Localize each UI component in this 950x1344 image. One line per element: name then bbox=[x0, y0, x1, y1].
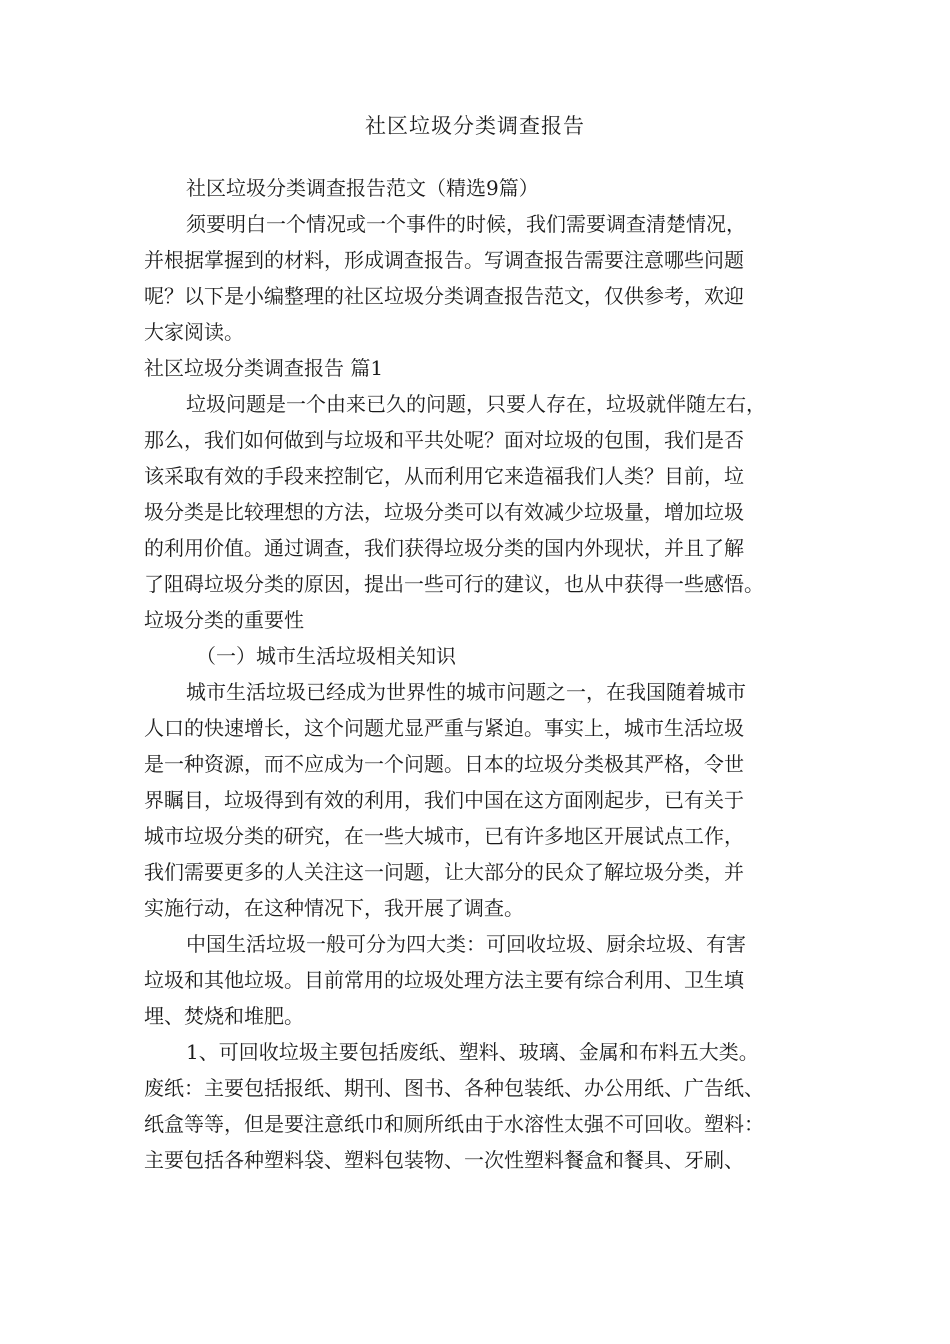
text-line: 垃圾问题是一个由来已久的问题，只要人存在，垃圾就伴随左右， bbox=[186, 392, 766, 416]
text-line: （一）城市生活垃圾相关知识 bbox=[196, 644, 456, 668]
text-line: 大家阅读。 bbox=[144, 320, 244, 344]
text-line: 并根据掌握到的材料，形成调查报告。写调查报告需要注意哪些问题 bbox=[144, 248, 744, 272]
text-line: 我们需要更多的人关注这一问题，让大部分的民众了解垃圾分类，并 bbox=[144, 860, 744, 884]
text-line: 垃圾和其他垃圾。目前常用的垃圾处理方法主要有综合利用、卫生填 bbox=[144, 968, 744, 992]
text-line: 主要包括各种塑料袋、塑料包装物、一次性塑料餐盒和餐具、牙刷、 bbox=[144, 1148, 744, 1172]
text-line: 呢？以下是小编整理的社区垃圾分类调查报告范文，仅供参考，欢迎 bbox=[144, 284, 744, 308]
text-line: 界瞩目，垃圾得到有效的利用，我们中国在这方面刚起步，已有关于 bbox=[144, 788, 744, 812]
text-line: 社区垃圾分类调查报告范文（精选9篇） bbox=[186, 176, 539, 200]
text-line: 该采取有效的手段来控制它，从而利用它来造福我们人类？目前，垃 bbox=[144, 464, 744, 488]
text-line: 城市生活垃圾已经成为世界性的城市问题之一，在我国随着城市 bbox=[186, 680, 746, 704]
text-line: 中国生活垃圾一般可分为四大类：可回收垃圾、厨余垃圾、有害 bbox=[186, 932, 746, 956]
text-line: 那么，我们如何做到与垃圾和平共处呢？面对垃圾的包围，我们是否 bbox=[144, 428, 744, 452]
text-line: 垃圾分类的重要性 bbox=[144, 608, 304, 632]
text-line: 废纸：主要包括报纸、期刊、图书、各种包装纸、办公用纸、广告纸、 bbox=[144, 1076, 764, 1100]
text-line: 实施行动，在这种情况下，我开展了调查。 bbox=[144, 896, 524, 920]
text-line: 的利用价值。通过调查，我们获得垃圾分类的国内外现状，并且了解 bbox=[144, 536, 744, 560]
text-line: 须要明白一个情况或一个事件的时候，我们需要调查清楚情况， bbox=[186, 212, 746, 236]
text-line: 纸盒等等，但是要注意纸巾和厕所纸由于水溶性太强不可回收。塑料： bbox=[144, 1112, 764, 1136]
text-line: 埋、焚烧和堆肥。 bbox=[144, 1004, 304, 1028]
document-body bbox=[144, 170, 812, 1178]
text-line: 圾分类是比较理想的方法，垃圾分类可以有效减少垃圾量，增加垃圾 bbox=[144, 500, 744, 524]
text-line: 是一种资源，而不应成为一个问题。日本的垃圾分类极其严格，令世 bbox=[144, 752, 744, 776]
document-title: 社区垃圾分类调查报告 bbox=[365, 114, 585, 138]
text-line: 了阻碍垃圾分类的原因，提出一些可行的建议，也从中获得一些感悟。 bbox=[144, 572, 764, 596]
text-line: 1、可回收垃圾主要包括废纸、塑料、玻璃、金属和布料五大类。 bbox=[186, 1040, 759, 1064]
text-line: 人口的快速增长，这个问题尤显严重与紧迫。事实上，城市生活垃圾 bbox=[144, 716, 744, 740]
text-line: 城市垃圾分类的研究，在一些大城市，已有许多地区开展试点工作， bbox=[144, 824, 744, 848]
text-line: 社区垃圾分类调查报告 篇1 bbox=[144, 356, 384, 380]
